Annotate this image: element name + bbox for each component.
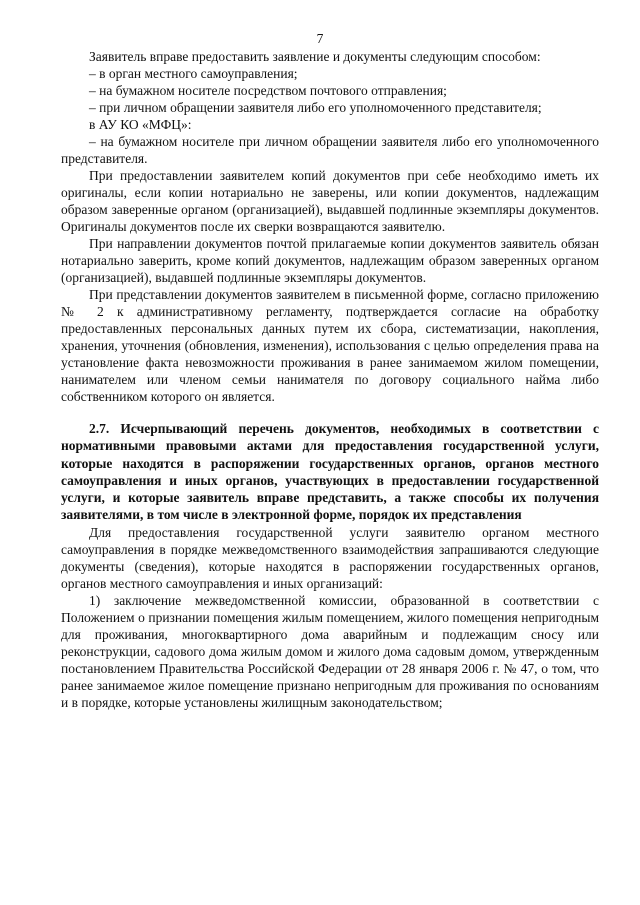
- list-item-local-authority: – в орган местного самоуправления;: [89, 66, 298, 81]
- list-item-commission-conclusion: 1) заключение межведомственной комиссии, образованной в соответствии с Положением о признании помещения жилым помещением, жилого помещения непригодным для проживания, многоквартирного дома аварийным и подлежащим сносу или реконструкции, садового дома жилым домом и жилого дома садовым домом, утвержденным постановлением Правительства Российской Федерации от 28 января 2006 г. № 47, о том, что ранее занимаемое жилое помещение признано непригодным для проживания по основаниям и в порядке, которые установлены жилищным законодательством;: [61, 592, 599, 710]
- paragraph-interagency-request: Для предоставления государственной услуги заявителю органом местного самоуправления в порядке межведомственного взаимодействия запрашиваются следующие документы (сведения), которые находятся в распоряжении государственных органов, органов местного самоуправления и иных организаций:: [61, 524, 599, 591]
- section-heading-2-7: 2.7. Исчерпывающий перечень документов, необходимых в соответствии с нормативными правовыми актами для предоставления государственной услуги, которые находятся в распоряжении государственных органов, органов местного самоуправления и иных органов, участвующих в предоставлении государственной услуги, и которые заявитель вправе представить, а также способы их получения заявителями, в том числе в электронной форме, порядок их представления: [61, 421, 599, 523]
- document-body: [61, 48, 599, 711]
- paragraph-postal-copies: При направлении документов почтой прилагаемые копии документов заявитель обязан нотариально заверить, кроме копий документов, надлежащим образом заверенных органом (организацией), выдавшей подлинные экземпляры документов.: [61, 236, 599, 285]
- paragraph-copies-originals: При предоставлении заявителем копий документов при себе необходимо иметь их оригиналы, если копии нотариально не заверены, или копии документов, надлежащим образом заверенные органом (организацией), выдавшей подлинные экземпляры документов. Оригиналы документов после их сверки возвращаются заявителю.: [61, 168, 599, 234]
- list-heading-mfc: в АУ КО «МФЦ»:: [89, 117, 192, 132]
- paragraph-personal-data-consent: При представлении документов заявителем в письменной форме, согласно приложению № 2 к административному регламенту, подтверждается согласие на обработку предоставленных персональных данных путем их сбора, систематизации, накопления, хранения, уточнения (обновления, изменения), использования с целью определения права на установление факта невозможности проживания в ранее занимаемом жилом помещении, нанимателем или членом семьи нанимателя по договору социального найма либо собственником которого он является.: [61, 287, 599, 404]
- list-item-personal-visit: – при личном обращении заявителя либо его уполномоченного представителя;: [89, 100, 542, 115]
- list-item-postal: – на бумажном носителе посредством почтового отправления;: [89, 83, 447, 98]
- page-number: 7: [316, 31, 324, 46]
- paragraph-submission-methods: Заявитель вправе предоставить заявление и документы следующим способом:: [89, 49, 541, 64]
- list-item-mfc-paper: – на бумажном носителе при личном обращении заявителя либо его уполномоченного представителя.: [61, 134, 599, 166]
